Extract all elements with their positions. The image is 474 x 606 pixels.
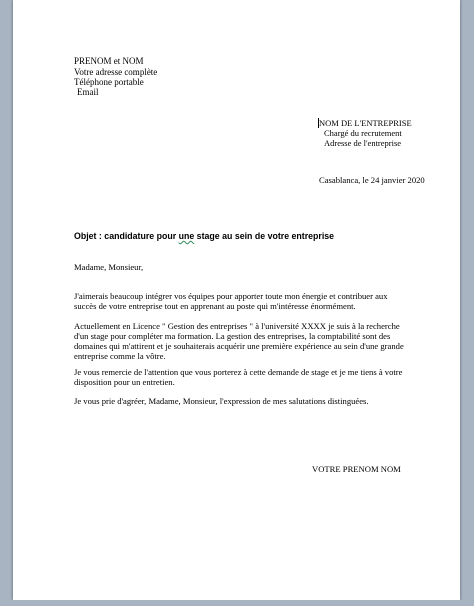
paragraph2-line: d'un stage pour compléter ma formation. La gestion des entreprises, la comptabilité sont des [74,331,391,341]
paragraph3-line: disposition pour un entretien. [74,377,175,387]
paragraph2-line: Actuellement en Licence " Gestion des entreprises " à l'université XXXX je suis à la recherche [74,321,400,331]
paragraph1-line: succès de votre entreprise tout en apprenant au poste qui m'intéresse énormément. [74,301,356,311]
sender-name: PRENOM et NOM [74,56,144,66]
document-page[interactable] [13,0,460,600]
paragraph3-line: Je vous remercie de l'attention que vous porterez à cette demande de stage et je me tiens à votre [74,367,403,377]
paragraph2-line: entreprise comme la vôtre. [74,351,166,361]
place-date: Casablanca, le 24 janvier 2020 [319,175,425,185]
recipient-address: Adresse de l'entreprise [324,138,402,148]
subject-line [74,232,334,241]
signature: VOTRE PRENOM NOM [312,464,401,474]
closing-line: Je vous prie d'agréer, Madame, Monsieur, l'expression de mes salutations distinguées. [74,396,369,406]
subject-before: Objet : candidature pour [74,231,179,241]
salutation: Madame, Monsieur, [74,262,144,272]
recipient-company: NOM DE L'ENTREPRISE [319,118,412,128]
subject-flagged-word: une [178,231,195,241]
recipient-role: Chargé du recrutement [324,128,402,138]
subject-after: stage au sein de votre entreprise [194,231,335,241]
sender-address: Votre adresse complète [74,67,158,77]
paragraph2-line: domaines qui m'attirent et je souhaiterais acquérir une première expérience au sein d'une grande [74,341,404,351]
paragraph1-line: J'aimerais beaucoup intégrer vos équipes pour apporter toute mon énergie et contribuer aux [74,291,388,301]
sender-phone: Téléphone portable [74,77,144,87]
window-background [0,600,474,606]
sender-email: Email [77,87,99,97]
